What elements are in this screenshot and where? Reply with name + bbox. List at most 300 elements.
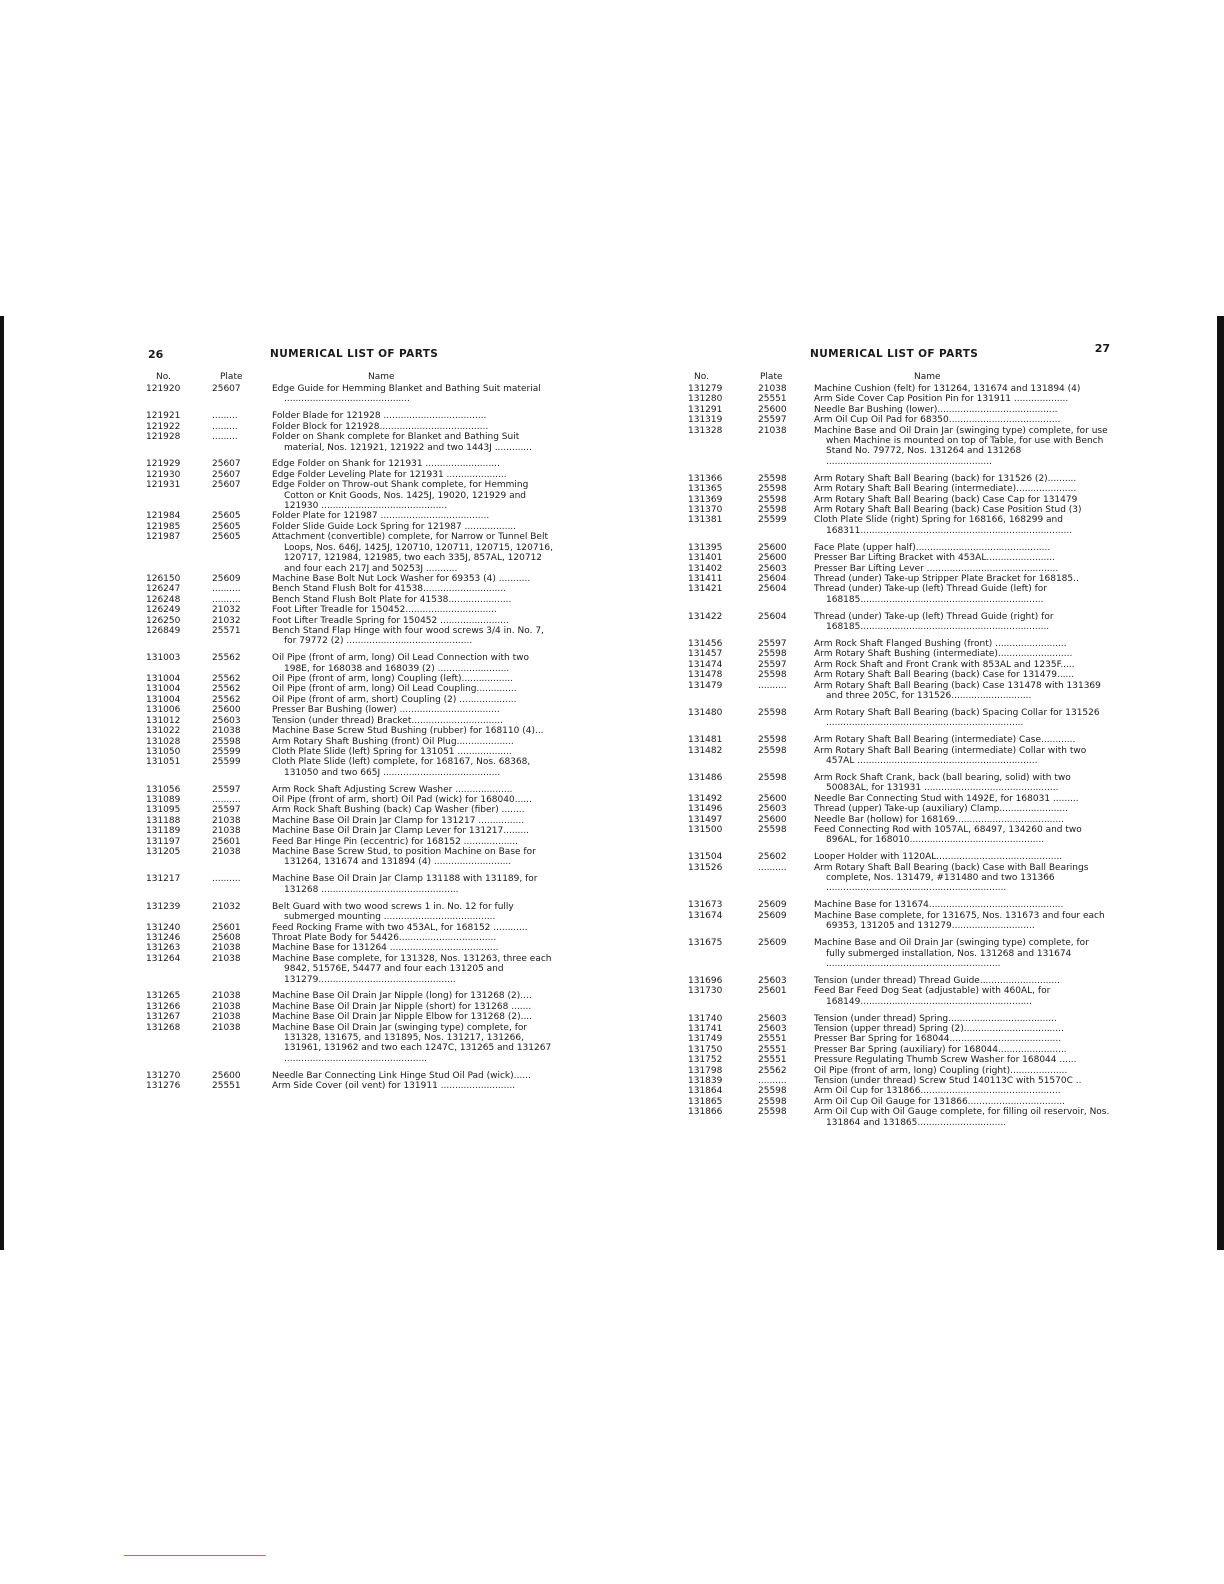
table-row [688, 1097, 1110, 1107]
table-row [146, 954, 556, 985]
table-row [688, 1076, 1110, 1086]
table-row [146, 422, 556, 432]
part-number: 121984 [146, 511, 181, 522]
part-name: Presser Bar Spring (auxiliary) for 168044........................ [814, 1044, 1067, 1055]
plate-number: 25608 [212, 932, 241, 943]
part-name: Thread (upper) Take-up (auxiliary) Clamp........................ [814, 804, 1068, 815]
plate-number: .......... [212, 584, 241, 595]
part-name: Arm Rotary Shaft Ball Bearing (back) Case Position Stud (3) [814, 504, 1082, 515]
plate-number: 25599 [758, 515, 787, 526]
part-name: Tension (upper thread) Spring (2)................................... [814, 1023, 1064, 1034]
part-name: Folder Slide Guide Lock Spring for 121987 .................. [272, 521, 517, 532]
table-row [146, 511, 556, 521]
part-name: Cloth Plate Slide (left) Spring for 131051 ................... [272, 746, 512, 757]
part-number: 131395 [688, 542, 723, 553]
table-row [146, 384, 556, 405]
plate-number: 25551 [758, 1055, 787, 1066]
plate-number: .......... [758, 680, 787, 691]
table-row [146, 991, 556, 1001]
bottom-rule [124, 1555, 266, 1556]
plate-number: 21038 [212, 815, 241, 826]
table-row [146, 923, 556, 933]
part-name: Arm Rotary Shaft Ball Bearing (back) Case for 131479...... [814, 670, 1075, 681]
plate-number: .......... [758, 1075, 787, 1086]
table-row [146, 1012, 556, 1022]
plate-number: 25600 [758, 793, 787, 804]
part-number: 131217 [146, 874, 181, 885]
part-name: Presser Bar Lifting Lever .............................................. [814, 563, 1059, 574]
page-title: NUMERICAL LIST OF PARTS [270, 348, 439, 360]
table-row [146, 695, 556, 705]
plate-number: 25598 [758, 494, 787, 505]
table-row [688, 553, 1110, 563]
table-row [146, 432, 556, 453]
part-number: 131270 [146, 1070, 181, 1081]
part-name: Arm Rotary Shaft Ball Bearing (intermediate) Case............ [814, 735, 1076, 746]
plate-number: 25607 [212, 480, 241, 491]
part-number: 131263 [146, 943, 181, 954]
plate-number: 25562 [212, 653, 241, 664]
table-row [146, 684, 556, 694]
part-number: 131866 [688, 1107, 723, 1118]
table-row [146, 943, 556, 953]
plate-number: 25598 [758, 473, 787, 484]
table-row [688, 938, 1110, 969]
part-name: Needle Bar (hollow) for 168169...................................... [814, 814, 1064, 825]
part-name: Machine Base complete, for 131675, Nos. 131673 and four each 69353, 131205 and 131279............................. [814, 910, 1105, 932]
part-number: 131482 [688, 745, 723, 756]
plate-number: 25602 [758, 852, 787, 863]
part-number: 131004 [146, 684, 181, 695]
plate-number: 25598 [758, 670, 787, 681]
part-name: Machine Base and Oil Drain Jar (swinging type) complete, for use when Machine is mounted on top of Table, for use with Bench Stand No. 79772, Nos. 131264 and 131268 .......................................................... [814, 425, 1108, 467]
part-name: Machine Base Oil Drain Jar Clamp Lever for 131217......... [272, 826, 529, 837]
table-row [146, 816, 556, 826]
part-name: Cloth Plate Slide (left) complete, for 168167, Nos. 68368, 131050 and two 665J ......................................... [272, 757, 531, 778]
part-number: 131864 [688, 1086, 723, 1097]
part-number: 131051 [146, 757, 181, 768]
plate-number: .......... [212, 795, 241, 806]
table-row [146, 626, 556, 647]
part-number: 131028 [146, 736, 181, 747]
plate-number: 25598 [758, 772, 787, 783]
part-name: Edge Guide for Hemming Blanket and Bathing Suit material ............................................ [272, 384, 541, 405]
part-name: Machine Cushion (felt) for 131264, 131674 and 131894 (4) [814, 384, 1081, 394]
plate-number: 21032 [212, 901, 241, 912]
scan-edge-left [0, 316, 4, 1250]
table-row [146, 705, 556, 715]
part-number: 131264 [146, 953, 181, 964]
table-row [146, 933, 556, 943]
part-number: 131328 [688, 425, 723, 436]
table-row [688, 1014, 1110, 1024]
part-number: 131006 [146, 705, 181, 716]
part-number: 131319 [688, 415, 723, 426]
part-name: Oil Pipe (front of arm, long) Coupling (right).................... [814, 1065, 1068, 1076]
part-name: Folder Plate for 121987 ...................................... [272, 511, 490, 522]
part-name: Thread (under) Take-up (left) Thread Guide (left) for 168185................................................................ [814, 584, 1047, 605]
plate-number: 25605 [212, 511, 241, 522]
plate-number: 25598 [758, 484, 787, 495]
part-number: 121920 [146, 384, 181, 394]
plate-number: 25607 [212, 459, 241, 470]
part-number: 121929 [146, 459, 181, 470]
part-number: 121928 [146, 432, 181, 443]
plate-number: 21038 [212, 953, 241, 964]
table-row [688, 612, 1110, 633]
table-row [146, 737, 556, 747]
part-number: 131675 [688, 938, 723, 949]
plate-number: 21032 [212, 615, 241, 626]
table-row [688, 505, 1110, 515]
plate-number: 25609 [212, 573, 241, 584]
plate-number: 21038 [212, 847, 241, 858]
plate-number: 25601 [212, 836, 241, 847]
part-number: 121987 [146, 532, 181, 543]
part-name: Arm Side Cover Cap Position Pin for 131911 ................... [814, 394, 1069, 405]
table-row [146, 584, 556, 594]
plate-number: 25603 [212, 715, 241, 726]
column-no: No. [694, 372, 709, 382]
part-name: Belt Guard with two wood screws 1 in. No. 12 for fully submerged mounting ....................................... [272, 901, 514, 923]
table-row [146, 716, 556, 726]
part-number: 131421 [688, 584, 723, 595]
part-name: Arm Rock Shaft Bushing (back) Cap Washer (fiber) ........ [272, 805, 525, 816]
part-name: Thread (under) Take-up (left) Thread Guide (right) for 168185.................................................................. [814, 611, 1054, 633]
part-name: Oil Pipe (front of arm, long) Oil Lead Coupling.............. [272, 684, 517, 695]
part-name: Bench Stand Flush Bolt for 41538............................. [272, 584, 506, 595]
plate-number: 25562 [212, 684, 241, 695]
parts-list [688, 384, 1110, 1128]
part-number: 131478 [688, 670, 723, 681]
part-name: Tension (under thread) Spring...................................... [814, 1013, 1057, 1024]
plate-number: 25571 [212, 625, 241, 636]
part-number: 131012 [146, 715, 181, 726]
plate-number: 25598 [758, 707, 787, 718]
plate-number: 25600 [758, 542, 787, 553]
part-number: 131411 [688, 573, 723, 584]
part-name: Cloth Plate Slide (right) Spring for 168166, 168299 and 168311.......................................................................... [814, 515, 1073, 536]
table-row [146, 1023, 556, 1065]
part-name: Arm Rotary Shaft Ball Bearing (back) for 131526 (2).......... [814, 473, 1077, 484]
part-number: 131456 [688, 638, 723, 649]
part-number: 126250 [146, 615, 181, 626]
part-number: 131526 [688, 862, 723, 873]
part-name: Needle Bar Bushing (lower).......................................... [814, 404, 1058, 415]
part-name: Oil Pipe (front of arm, short) Oil Pad (wick) for 168040...... [272, 795, 532, 806]
part-number: 121931 [146, 480, 181, 491]
part-number: 131504 [688, 852, 723, 863]
plate-number: 25599 [212, 757, 241, 768]
page-number: 26 [148, 348, 164, 361]
part-number: 131279 [688, 384, 723, 394]
part-number: 131798 [688, 1065, 723, 1076]
part-number: 131240 [146, 922, 181, 933]
column-name: Name [368, 372, 395, 382]
table-row [688, 426, 1110, 468]
part-name: Foot Lifter Treadle Spring for 150452 ........................ [272, 615, 509, 626]
part-name: Thread (under) Take-up Stripper Plate Bracket for 168185.. [814, 573, 1079, 584]
part-number: 131474 [688, 659, 723, 670]
part-name: Tension (under thread) Thread Guide............................ [814, 975, 1060, 986]
part-number: 131457 [688, 649, 723, 660]
plate-number: 25601 [758, 986, 787, 997]
part-number: 131095 [146, 805, 181, 816]
plate-number: 25603 [758, 563, 787, 574]
plate-number: 25597 [212, 805, 241, 816]
plate-number: 25597 [758, 659, 787, 670]
table-row [688, 794, 1110, 804]
plate-number: 25598 [758, 1107, 787, 1118]
table-row [688, 746, 1110, 767]
plate-number: .......... [212, 874, 241, 885]
part-name: Arm Rock Shaft Adjusting Screw Washer .................... [272, 784, 513, 795]
part-number: 126248 [146, 594, 181, 605]
plate-number: 25562 [212, 674, 241, 685]
plate-number: 25603 [758, 804, 787, 815]
part-name: Machine Base complete, for 131328, Nos. 131263, three each 9842, 51576E, 54477 and four each 131205 and 131279................................................ [272, 953, 552, 985]
part-number: 126849 [146, 625, 181, 636]
part-name: Tension (under thread) Bracket................................ [272, 715, 503, 726]
table-row [688, 900, 1110, 910]
plate-number: .......... [212, 594, 241, 605]
part-name: Machine Base Oil Drain Jar Clamp 131188 with 131189, for 131268 ................................................ [272, 874, 538, 895]
table-row [688, 863, 1110, 894]
column-no: No. [156, 372, 171, 382]
plate-number: 25605 [212, 521, 241, 532]
plate-number: 25609 [758, 900, 787, 911]
part-name: Foot Lifter Treadle for 150452................................ [272, 605, 497, 616]
part-number: 131740 [688, 1013, 723, 1024]
part-name: Oil Pipe (front of arm, long) Oil Lead Connection with two 198E, for 168038 and 168039 (2) ......................... [272, 653, 530, 674]
plate-number: ......... [212, 432, 238, 443]
plate-number: 25551 [758, 1044, 787, 1055]
table-row [146, 874, 556, 895]
part-name: Machine Base Screw Stud, to position Machine on Base for 131264, 131674 and 131894 (4) ........................... [272, 847, 536, 868]
plate-number: 25601 [212, 922, 241, 933]
part-name: Feed Bar Feed Dog Seat (adjustable) with 460AL, for 168149............................................................ [814, 986, 1051, 1007]
table-row [688, 1024, 1110, 1034]
part-name: Pressure Regulating Thumb Screw Washer for 168044 ...... [814, 1055, 1077, 1066]
part-number: 131246 [146, 932, 181, 943]
page-header [146, 340, 556, 370]
table-row [146, 795, 556, 805]
table-row [688, 515, 1110, 536]
table-row [688, 574, 1110, 584]
part-number: 131741 [688, 1023, 723, 1034]
plate-number: 25562 [212, 694, 241, 705]
plate-number: 21038 [758, 425, 787, 436]
part-number: 131492 [688, 793, 723, 804]
part-number: 121930 [146, 469, 181, 480]
table-row [146, 480, 556, 511]
part-name: Arm Rotary Shaft Ball Bearing (intermediate)..................... [814, 484, 1077, 495]
part-number: 131003 [146, 653, 181, 664]
plate-number: 21038 [212, 1012, 241, 1023]
table-row [146, 826, 556, 836]
part-number: 126249 [146, 605, 181, 616]
part-name: Feed Bar Hinge Pin (eccentric) for 168152 ................... [272, 836, 519, 847]
part-name: Arm Oil Cup with Oil Gauge complete, for filling oil reservoir, Nos. 131864 and 131865............................... [814, 1107, 1110, 1128]
part-number: 131750 [688, 1044, 723, 1055]
part-name: Presser Bar Bushing (lower) ................................... [272, 705, 500, 716]
plate-number: 21032 [212, 605, 241, 616]
part-number: 121922 [146, 421, 181, 432]
part-number: 131696 [688, 975, 723, 986]
plate-number: 21038 [212, 726, 241, 737]
part-number: 131050 [146, 746, 181, 757]
table-row [688, 911, 1110, 932]
plate-number: 25604 [758, 573, 787, 584]
table-row [146, 805, 556, 815]
part-number: 126247 [146, 584, 181, 595]
part-number: 131674 [688, 910, 723, 921]
part-name: Arm Rotary Shaft Ball Bearing (back) Case with Ball Bearings complete, Nos. 131479, #131480 and two 131366 ............................................................... [814, 862, 1089, 894]
part-name: Arm Oil Cup for 131866................................................. [814, 1086, 1061, 1097]
plate-number: 25562 [758, 1065, 787, 1076]
part-number: 131188 [146, 815, 181, 826]
table-row [146, 532, 556, 574]
part-name: Arm Oil Cup Oil Gauge for 131866.................................. [814, 1096, 1065, 1107]
table-row [146, 847, 556, 868]
table-row [146, 595, 556, 605]
right-page [688, 340, 1110, 1128]
table-row [688, 852, 1110, 862]
plate-number: 25598 [758, 504, 787, 515]
part-name: Arm Rotary Shaft Bushing (intermediate).......................... [814, 649, 1073, 660]
plate-number: 25600 [758, 553, 787, 564]
table-row [146, 726, 556, 736]
table-row [146, 605, 556, 615]
table-row [688, 394, 1110, 404]
part-number: 131265 [146, 991, 181, 1002]
table-row [688, 495, 1110, 505]
part-number: 131276 [146, 1081, 181, 1092]
part-number: 131480 [688, 707, 723, 718]
plate-number: 25609 [758, 910, 787, 921]
part-name: Machine Base Oil Drain Jar Nipple Elbow for 131268 (2).... [272, 1012, 533, 1023]
plate-number: 25604 [758, 584, 787, 595]
plate-number: 25551 [212, 1081, 241, 1092]
part-number: 126150 [146, 573, 181, 584]
part-number: 131089 [146, 795, 181, 806]
part-number: 131381 [688, 515, 723, 526]
plate-number: 25598 [758, 824, 787, 835]
part-number: 131500 [688, 824, 723, 835]
part-name: Arm Rotary Shaft Ball Bearing (intermediate) Collar with two 457AL ............................................................... [814, 745, 1087, 766]
table-row [146, 1002, 556, 1012]
table-row [688, 405, 1110, 415]
column-plate: Plate [220, 372, 243, 382]
plate-number: ......... [212, 421, 238, 432]
part-name: Feed Connecting Rod with 1057AL, 68497, 134260 and two 896AL, for 168010............................................... [814, 824, 1082, 846]
part-number: 121921 [146, 411, 181, 422]
part-name: Bench Stand Flush Bolt Plate for 41538...................... [272, 594, 512, 605]
table-row [146, 1071, 556, 1081]
table-row [688, 1107, 1110, 1128]
part-number: 131497 [688, 814, 723, 825]
plate-number: 25600 [758, 814, 787, 825]
table-row [146, 616, 556, 626]
part-number: 131486 [688, 772, 723, 783]
page-number: 27 [1094, 342, 1110, 355]
plate-number: 21038 [758, 384, 787, 394]
plate-number: 25603 [758, 975, 787, 986]
table-row [688, 986, 1110, 1007]
part-name: Machine Base Screw Stud Bushing (rubber) for 168110 (4)... [272, 726, 544, 737]
table-row [688, 484, 1110, 494]
plate-number: 21038 [212, 1001, 241, 1012]
part-number: 131479 [688, 680, 723, 691]
part-name: Oil Pipe (front of arm, short) Coupling (2) .................... [272, 694, 517, 705]
plate-number: 21038 [212, 1022, 241, 1033]
table-row [688, 649, 1110, 659]
part-number: 131865 [688, 1096, 723, 1107]
table-row [688, 773, 1110, 794]
part-number: 131268 [146, 1022, 181, 1033]
part-name: Machine Base Oil Drain Jar Nipple (short) for 131268 ....... [272, 1001, 532, 1012]
part-number: 131752 [688, 1055, 723, 1066]
part-name: Folder Blade for 121928 .................................... [272, 411, 487, 422]
plate-number: 25600 [758, 404, 787, 415]
table-row [688, 681, 1110, 702]
part-name: Machine Base Bolt Nut Lock Washer for 69353 (4) ........... [272, 573, 531, 584]
plate-number: 25605 [212, 532, 241, 543]
plate-number: .......... [758, 862, 787, 873]
part-name: Needle Bar Connecting Stud with 1492E, for 168031 ......... [814, 793, 1079, 804]
part-number: 131730 [688, 986, 723, 997]
table-row [146, 522, 556, 532]
plate-number: 21038 [212, 943, 241, 954]
part-name: Oil Pipe (front of arm, long) Coupling (left).................. [272, 674, 514, 685]
table-row [688, 735, 1110, 745]
plate-number: 25598 [758, 745, 787, 756]
part-name: Machine Base and Oil Drain Jar (swinging type) complete, for fully submerged installation, Nos. 131268 and 131674 ............................................................. [814, 938, 1089, 969]
part-name: Edge Folder Leveling Plate for 121931 ..................... [272, 469, 507, 480]
plate-number: 25597 [758, 415, 787, 426]
table-row [688, 564, 1110, 574]
part-name: Machine Base Oil Drain Jar (swinging type) complete, for 131328, 131675, and 131895, Nos. 131217, 131266, 131961, 131962 and two each 1247C, 131265 and 131267 .................................................. [272, 1022, 552, 1064]
table-row [688, 670, 1110, 680]
part-number: 131366 [688, 473, 723, 484]
table-row [688, 825, 1110, 846]
plate-number: 25598 [758, 1086, 787, 1097]
part-name: Arm Rotary Shaft Ball Bearing (back) Spacing Collar for 131526 ..................................................................... [814, 707, 1100, 729]
table-row [146, 747, 556, 757]
plate-number: 25600 [212, 1070, 241, 1081]
part-name: Arm Rock Shaft Flanged Bushing (front) ......................... [814, 638, 1067, 649]
table-row [146, 470, 556, 480]
part-number: 131673 [688, 900, 723, 911]
left-page [146, 340, 556, 1092]
part-name: Arm Rotary Shaft Ball Bearing (back) Case 131478 with 131369 and three 205C, for 131526............................ [814, 680, 1101, 701]
part-name: Arm Rock Shaft Crank, back (ball bearing, solid) with two 50083AL, for 131931 ............................................... [814, 772, 1071, 794]
table-row [146, 837, 556, 847]
part-number: 131266 [146, 1001, 181, 1012]
plate-number: 25598 [758, 735, 787, 746]
plate-number: 25551 [758, 394, 787, 405]
column-name: Name [914, 372, 941, 382]
table-row [688, 708, 1110, 729]
part-number: 131205 [146, 847, 181, 858]
table-row [146, 653, 556, 674]
table-row [688, 815, 1110, 825]
page-header [688, 340, 1110, 370]
table-row [688, 1055, 1110, 1065]
part-number: 131022 [146, 726, 181, 737]
part-number: 131189 [146, 826, 181, 837]
part-number: 131365 [688, 484, 723, 495]
